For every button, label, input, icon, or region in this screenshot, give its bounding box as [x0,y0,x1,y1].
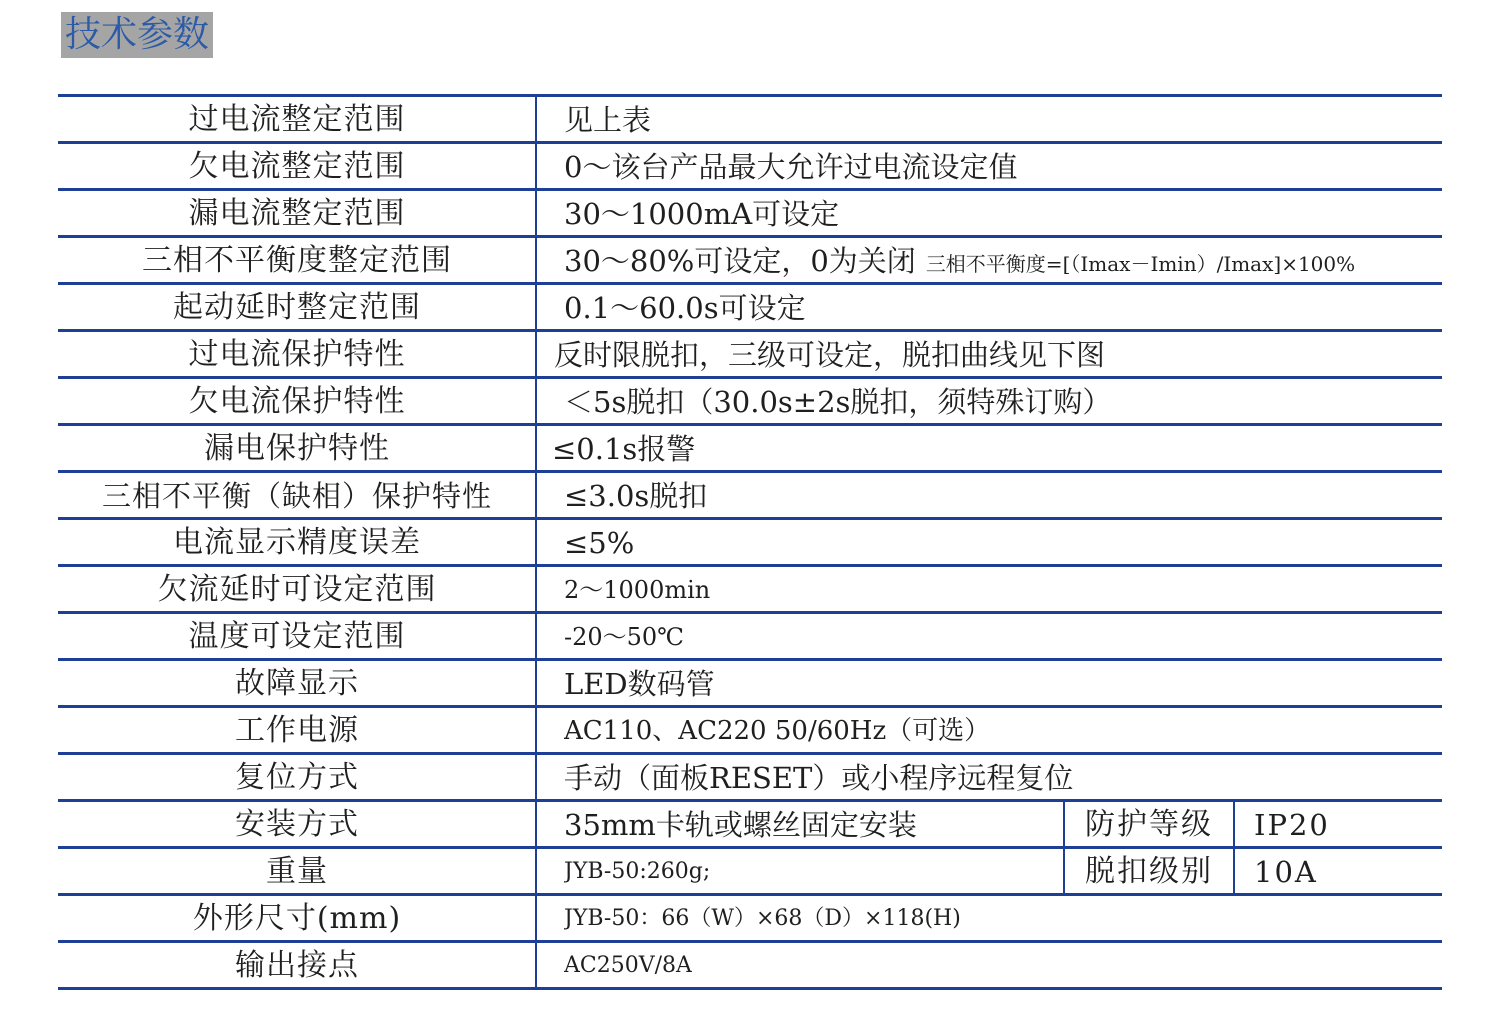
table-row [58,329,1442,376]
column-divider [535,567,537,611]
column-divider [535,144,537,188]
param-label: 过电流保护特性 [188,337,406,372]
param-value: 30～1000mA可设定 [564,197,840,231]
param-value: AC110、AC220 50/60Hz（可选） [564,716,991,746]
section-title: 技术参数 [61,12,213,58]
table-row [58,799,1442,846]
param-value: ≤0.1s报警 [552,432,696,466]
param-label: 电流显示精度误差 [173,525,421,560]
param-value [564,238,1355,282]
param-value: 见上表 [564,103,652,137]
column-divider [535,614,537,658]
column-divider [535,191,537,235]
column-divider [535,238,537,282]
param-label: 起动延时整定范围 [173,290,421,325]
table-row [58,470,1442,517]
column-divider [535,708,537,752]
protection-level-label: 防护等级 [1085,807,1213,842]
param-value: JYB-50:260g; [564,859,711,884]
table-row [58,235,1442,282]
column-divider [535,473,537,517]
param-value: AC250V/8A [564,953,692,978]
table-row [58,658,1442,705]
spec-table [58,94,1442,990]
param-value-text: 30～80%可设定，0为关闭 [564,244,916,278]
column-divider [535,661,537,705]
trip-class-label: 脱扣级别 [1085,854,1213,889]
table-row [58,423,1442,470]
param-label: 三相不平衡度整定范围 [142,243,452,278]
param-label: 欠电流整定范围 [188,149,406,184]
table-row [58,141,1442,188]
param-value: 0.1～60.0s可设定 [564,291,806,325]
param-value: JYB-50：66（W）×68（D）×118(H) [564,906,961,931]
param-value: 手动（面板RESET）或小程序远程复位 [564,761,1074,795]
param-label: 温度可设定范围 [188,619,406,654]
table-row [58,564,1442,611]
param-label: 输出接点 [235,948,359,983]
param-label: 欠电流保护特性 [188,384,406,419]
param-label: 欠流延时可设定范围 [157,572,437,607]
table-row [58,376,1442,423]
table-row [58,611,1442,658]
param-value: LED数码管 [564,667,715,701]
column-divider [535,802,537,846]
table-row [58,846,1442,893]
trip-class-value: 10A [1254,855,1318,889]
param-label: 漏电保护特性 [204,431,390,466]
table-row [58,940,1442,990]
param-value: 反时限脱扣，三级可设定，脱扣曲线见下图 [554,338,1106,372]
param-value: ≤5% [564,526,635,560]
table-row [58,188,1442,235]
table-row [58,705,1442,752]
table-row [58,517,1442,564]
param-label: 重量 [266,854,328,889]
column-divider [1233,849,1235,893]
param-label: 故障显示 [235,666,359,701]
param-value: 2～1000min [564,576,711,604]
param-value: ≤3.0s脱扣 [564,479,708,513]
protection-level-value: IP20 [1254,808,1330,842]
param-value: 0～该台产品最大允许过电流设定值 [564,150,1018,184]
column-divider [535,426,537,470]
formula-note: 三相不平衡度=[（Imax－Imin）/Imax]×100% [925,252,1356,276]
column-divider [535,97,537,141]
column-divider [535,332,537,376]
param-label: 漏电流整定范围 [188,196,406,231]
param-value: ＜5s脱扣（30.0s±2s脱扣，须特殊订购） [564,385,1112,419]
table-row [58,893,1442,940]
param-label: 三相不平衡（缺相）保护特性 [101,479,492,513]
column-divider [535,849,537,893]
param-label: 安装方式 [235,807,359,842]
column-divider [535,285,537,329]
column-divider [1233,802,1235,846]
table-row [58,94,1442,141]
param-label: 复位方式 [235,760,359,795]
param-value: -20～50℃ [564,623,685,651]
column-divider [535,896,537,940]
column-divider [535,943,537,987]
table-row [58,752,1442,799]
column-divider [535,755,537,799]
param-label: 外形尺寸(mm) [192,901,402,936]
column-divider [535,379,537,423]
table-row [58,282,1442,329]
param-label: 工作电源 [235,713,359,748]
column-divider [535,520,537,564]
param-label: 过电流整定范围 [188,102,406,137]
param-value: 35mm卡轨或螺丝固定安装 [564,808,917,842]
